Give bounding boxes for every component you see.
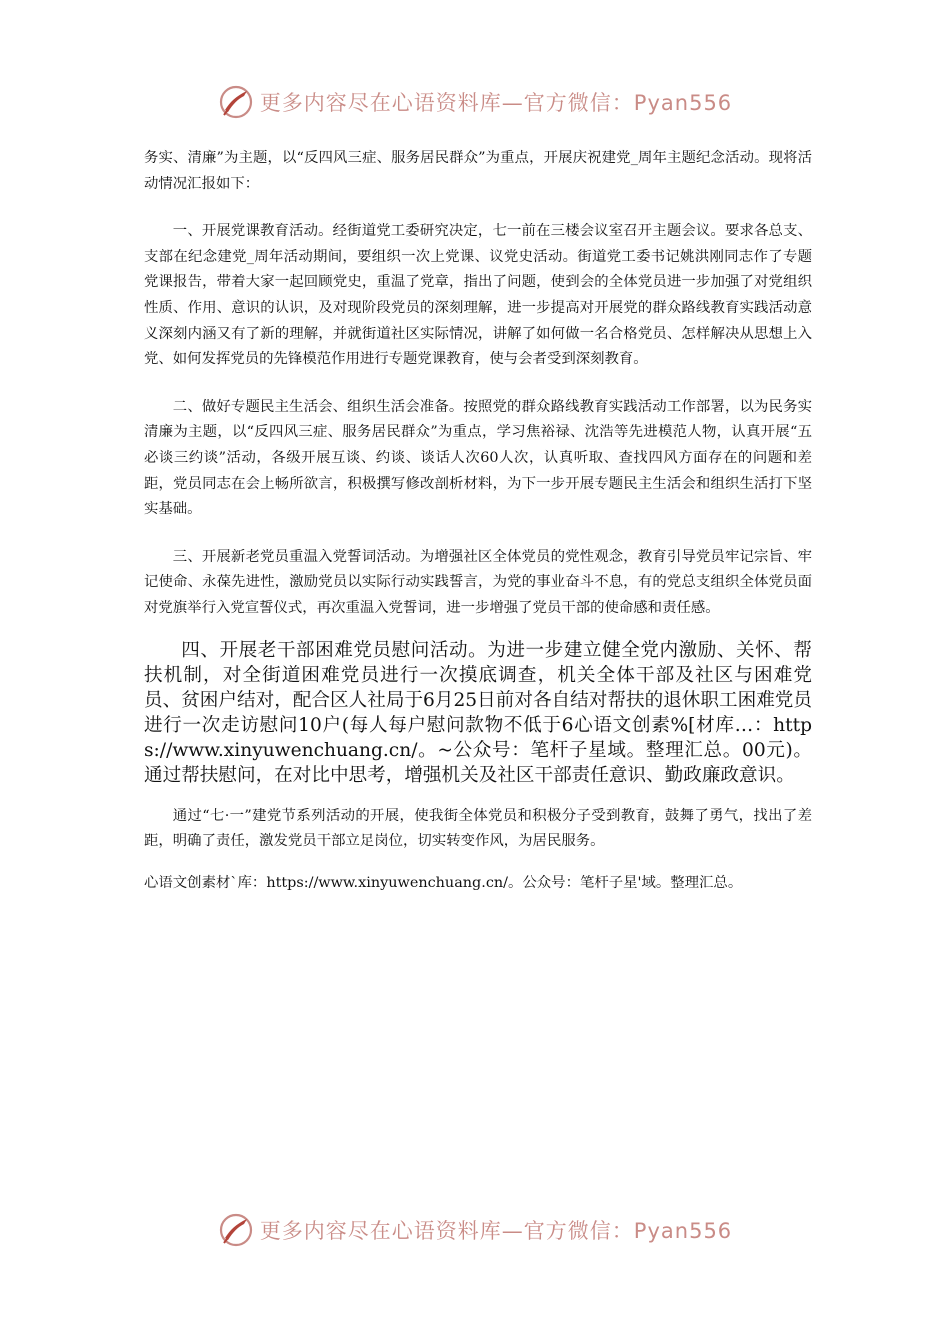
section-four-paragraph: 四、开展老干部困难党员慰问活动。为进一步建立健全党内激励、关怀、帮扶机制，对全街道困难党员进行一次摸底调查，机关全体干部及社区与困难党员、贫困户结对，配合区人社局于6月25日前对各自结对帮扶的退休职工困难党员进行一次走访慰问10户(每人每户慰问款物不低于6心语文创素%[材库…：https://www.xinyuwenchuang.cn/。~公众号：笔杆子星域。整理汇总。00元)。通过帮扶慰问，在对比中思考，增强机关及社区干部责任意识、勤政廉政意识。	[144, 639, 812, 786]
watermark-bottom	[0, 1210, 950, 1250]
intro-paragraph: 务实、清廉”为主题，以“反四风三症、服务居民群众”为重点，开展庆祝建党_周年主题纪念活动。现将活动情况汇报如下：	[144, 150, 812, 192]
watermark-text: 更多内容尽在心语资料库—官方微信：Pyan556	[259, 91, 733, 115]
section-two-paragraph: 二、做好专题民主生活会、组织生活会准备。按照党的群众路线教育实践活动工作部署，以为民务实清廉为主题，以“反四风三症、服务居民群众”为重点，学习焦裕禄、沈浩等先进模范人物，认真开展“五必谈三约谈”活动，各级开展互谈、约谈、谈话人次60人次，认真听取、查找四风方面存在的问题和差距，党员同志在会上畅所欲言，积极撰写修改剖析材料，为下一步开展专题民主生活会和组织生活打下坚实基础。	[144, 398, 812, 518]
source-note: 心语文创素材`库：https://www.xinyuwenchuang.cn/。公众号：笔杆子星'域。整理汇总。	[144, 874, 743, 891]
watermark-top	[0, 82, 950, 122]
section-three-paragraph: 三、开展新老党员重温入党誓词活动。为增强社区全体党员的党性观念，教育引导党员牢记宗旨、牢记使命、永葆先进性，激励党员以实际行动实践誓言，为党的事业奋斗不息，有的党总支组织全体党员面对党旗举行入党宣誓仪式，再次重温入党誓词，进一步增强了党员干部的使命感和责任感。	[144, 548, 812, 616]
conclusion-paragraph: 通过“七·一”建党节系列活动的开展，使我街全体党员和积极分子受到教育，鼓舞了勇气，找出了差距，明确了责任，激发党员干部立足岗位，切实转变作风，为居民服务。	[144, 807, 812, 850]
pen-logo-icon	[218, 84, 254, 120]
section-one-paragraph: 一、开展党课教育活动。经街道党工委研究决定，七一前在三楼会议室召开主题会议。要求各总支、支部在纪念建党_周年活动期间，要组织一次上党课、议党史活动。街道党工委书记姚洪刚同志作了专题党课报告，带着大家一起回顾党史，重温了党章，指出了问题，使到会的全体党员进一步加强了对党组织性质、作用、意识的认识，及对现阶段党员的深刻理解，进一步提高对开展党的群众路线教育实践活动意义深刻内涵又有了新的理解，并就街道社区实际情况，讲解了如何做一名合格党员、怎样解决从思想上入党、如何发挥党员的先锋模范作用进行专题党课教育，使与会者受到深刻教育。	[144, 223, 812, 368]
pen-logo-icon	[218, 1212, 254, 1248]
document-body	[144, 146, 812, 896]
watermark-text: 更多内容尽在心语资料库—官方微信：Pyan556	[259, 1219, 733, 1243]
